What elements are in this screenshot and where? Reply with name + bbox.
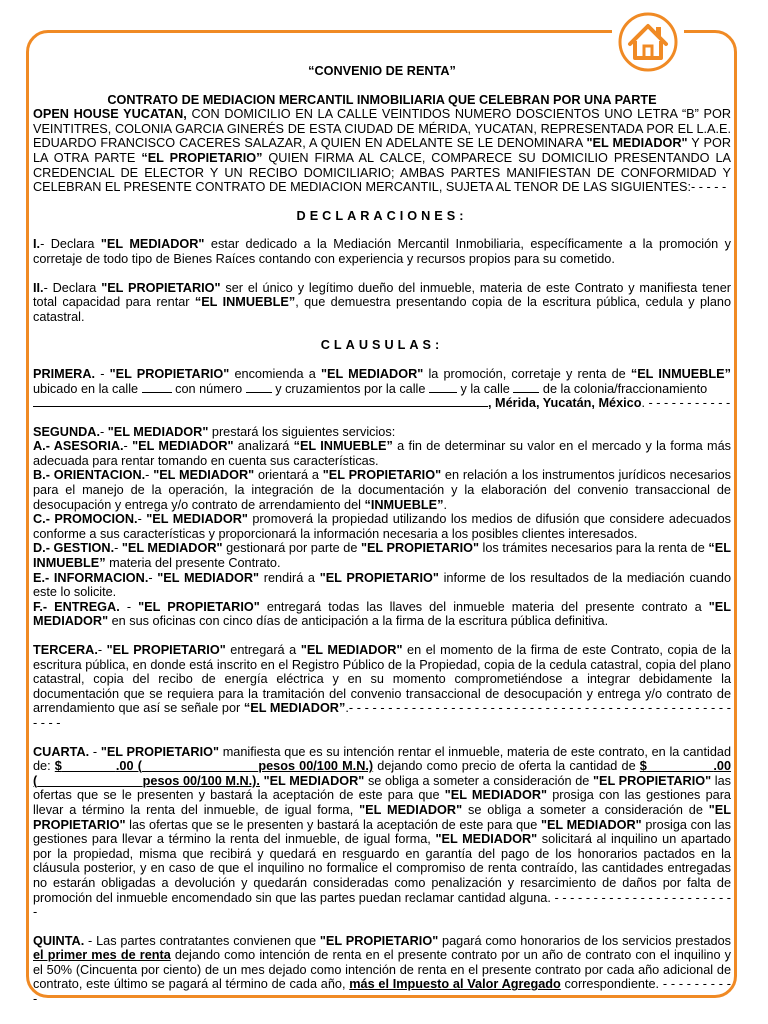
document-subtitle: CONTRATO DE MEDIACION MERCANTIL INMOBILIARIA QUE CELEBRAN POR UNA PARTE bbox=[107, 92, 657, 107]
segunda-d: D.- GESTION.- "EL MEDIADOR" gestionará por parte de "EL PROPIETARIO" los trámites necesarios para la renta de “EL INMUEBLE” materia del presente Contrato. bbox=[33, 541, 731, 571]
segunda-b: B.- ORIENTACION.- "EL MEDIADOR" orientará a "EL PROPIETARIO" en relación a los instrumentos jurídicos necesarios para el manejo de la operación, la integración de la documentación y la elaboración del convenio transaccional de desocupación y entrega y/o contrato de arrendamiento del “INMUEBLE”. bbox=[33, 468, 731, 512]
clausula-primera: PRIMERA. - "EL PROPIETARIO" encomienda a "EL MEDIADOR" la promoción, corretaje y renta de “EL INMUEBLE” ubicado en la calle con número y cruzamientos por la calle y la calle de la colonia/fraccionamiento , Mérida, Yucatán, México. - - - - - - - - - - - bbox=[33, 366, 731, 411]
street-blank[interactable] bbox=[142, 382, 172, 393]
segunda-c: C.- PROMOCION.- "EL MEDIADOR" promoverá la propiedad utilizando los medios de difusión que considere adecuados conforme a sus características y proporcionará la información necesaria a los posibles clientes interesados. bbox=[33, 512, 731, 541]
clausula-quinta: QUINTA. - Las partes contratantes convienen que "EL PROPIETARIO" pagará como honorarios de los servicios prestados el primer mes de renta dejando como intención de renta en el presente contrato por un año de contrato con el inquilino y el 50% (Cincuenta por ciento) de un mes dejado como intención de renta en el presente contrato por cada año adicional de contrato, este último se pagará al término de cada año, más el Impuesto al Valor Agregado correspondiente. - - - - - - - - - - bbox=[33, 933, 731, 1007]
clausula-cuarta: CUARTA. - "EL PROPIETARIO" manifiesta que es su intención rentar el inmueble, materia de este contrato, en la cantidad de: $ .00 ( pesos 00/100 M.N.) dejando como precio de oferta la cantidad de $ .00 ( pesos 00/100 M.N.). "EL MEDIADOR" se obliga a someter a consideración de "EL PROPIETARIO" las ofertas que se le presenten y bastará la aceptación de este para que "EL MEDIADOR" prosiga con las gestiones para llevar a término la renta del inmueble, de igual forma, "EL MEDIADOR" se obliga a someter a consideración de "EL PROPIETARIO" las ofertas que se le presenten y bastará la aceptación de este para que "EL MEDIADOR" prosiga con las gestiones para llevar a término la renta del inmueble, de igual forma, "EL MEDIADOR" solicitará al inquilino un apartado por la propiedad, misma que recibirá y quedará en resguardo en garantía del pago de los honorarios pactados en la cláusula posterior, y en caso de que el inquilino no formalice el compromiso de renta contraído, las cantidades entregadas no estarán obligadas a devolución y quedarán consideradas como penalización y resarcimiento de daños por falta de promoción del inmueble encomendado sin que las partes puedan reclamar cantidad alguna. - - - - - - - - - - - - - - - - - - - - - - - - bbox=[33, 744, 732, 920]
clausulas-heading: CLAUSULAS: bbox=[320, 338, 444, 353]
cross-street-2-blank[interactable] bbox=[513, 382, 539, 393]
cross-street-1-blank[interactable] bbox=[429, 382, 457, 393]
clausula-segunda: SEGUNDA.- "EL MEDIADOR" prestará los siguientes servicios: bbox=[33, 424, 396, 439]
rent-amount-1[interactable]: $ .00 ( pesos 00/100 M.N.) bbox=[54, 759, 374, 774]
rent-amount-2[interactable]: $ .00 ( pesos 00/100 M.N.). bbox=[33, 759, 732, 788]
segunda-e: E.- INFORMACION.- "EL MEDIADOR" rendirá a "EL PROPIETARIO" informe de los resultados de la mediación cuando este lo solicite. bbox=[33, 570, 732, 600]
number-blank[interactable] bbox=[246, 382, 272, 393]
declaraciones-heading: DECLARACIONES: bbox=[296, 208, 468, 223]
house-logo-icon bbox=[612, 8, 684, 72]
document-title: “CONVENIO DE RENTA” bbox=[308, 64, 456, 78]
contract-body bbox=[33, 64, 731, 1007]
intro-paragraph: OPEN HOUSE YUCATAN, CON DOMICILIO EN LA CALLE VEINTIDOS NUMERO DOSCIENTOS UNO LETRA “B” POR VEINTITRES, COLONIA GARCIA GINERÉS DE ESTA CIUDAD DE MÉRIDA, YUCATAN, REPRESENTADA POR EL L.A.E. EDUARDO FRANCISCO CACERES SALAZAR, A QUIEN EN ADELANTE SE LE DENOMINARA "EL MEDIADOR" Y POR LA OTRA PARTE “EL PROPIETARIO” QUIEN FIRMA AL CALCE, COMPARECE SU DOMICILIO PRESENTANDO LA CREDENCIAL DE ELECTOR Y UN RECIBO DOMICILIARIO; AMBAS PARTES MANIFIESTAN DE CONFORMIDAD Y CELEBRAN EL PRESENTE CONTRATO DE MEDIACION MERCANTIL, SUJETA AL TENOR DE LAS SIGUIENTES:- - - - - bbox=[33, 107, 732, 195]
declaracion-2: II.- Declara "EL PROPIETARIO" ser el único y legítimo dueño del inmueble, materia de este Contrato y manifiesta tener total capacidad para rentar “EL INMUEBLE”, que demuestra presentando copia de la escritura pública, cedula y plano catastral. bbox=[33, 280, 732, 324]
declaracion-1: I.- Declara "EL MEDIADOR" estar dedicado a la Mediación Mercantil Inmobiliaria, específicamente a la promoción y corretaje de todo tipo de Bienes Raíces contando con experiencia y recursos propios para su cometido. bbox=[33, 237, 732, 266]
segunda-a: A.- ASESORIA.- "EL MEDIADOR" analizará “EL INMUEBLE” a fin de determinar su valor en el mercado y la forma más adecuada para rentar tomando en cuenta sus características. bbox=[33, 439, 732, 468]
colonia-blank[interactable] bbox=[33, 396, 488, 407]
segunda-f: F.- ENTREGA. - "EL PROPIETARIO" entregará todas las llaves del inmueble materia del presente contrato a "EL MEDIADOR" en sus oficinas con cinco días de anticipación a la firma de la escritura pública definitiva. bbox=[33, 599, 731, 629]
clausula-tercera: TERCERA.- "EL PROPIETARIO" entregará a "EL MEDIADOR" en el momento de la firma de este Contrato, copia de la escritura pública, en donde está inscrito en el Registro Público de la Propiedad, copia de la cedula catastral, copia del plano catastral, copia del recibo de energía eléctrica y en su momento comprometiéndose a integrar debidamente la documentación que se requiera para la tramitación del convenio transaccional de desocupación y entrega y/o contrato de arrendamiento que así se señale por “EL MEDIADOR”.- - - - - - - - - - - - - - - - - - - - - - - - - - - - - - - - - - - - - - - - - - - - - - - - - - - - - bbox=[33, 643, 731, 730]
